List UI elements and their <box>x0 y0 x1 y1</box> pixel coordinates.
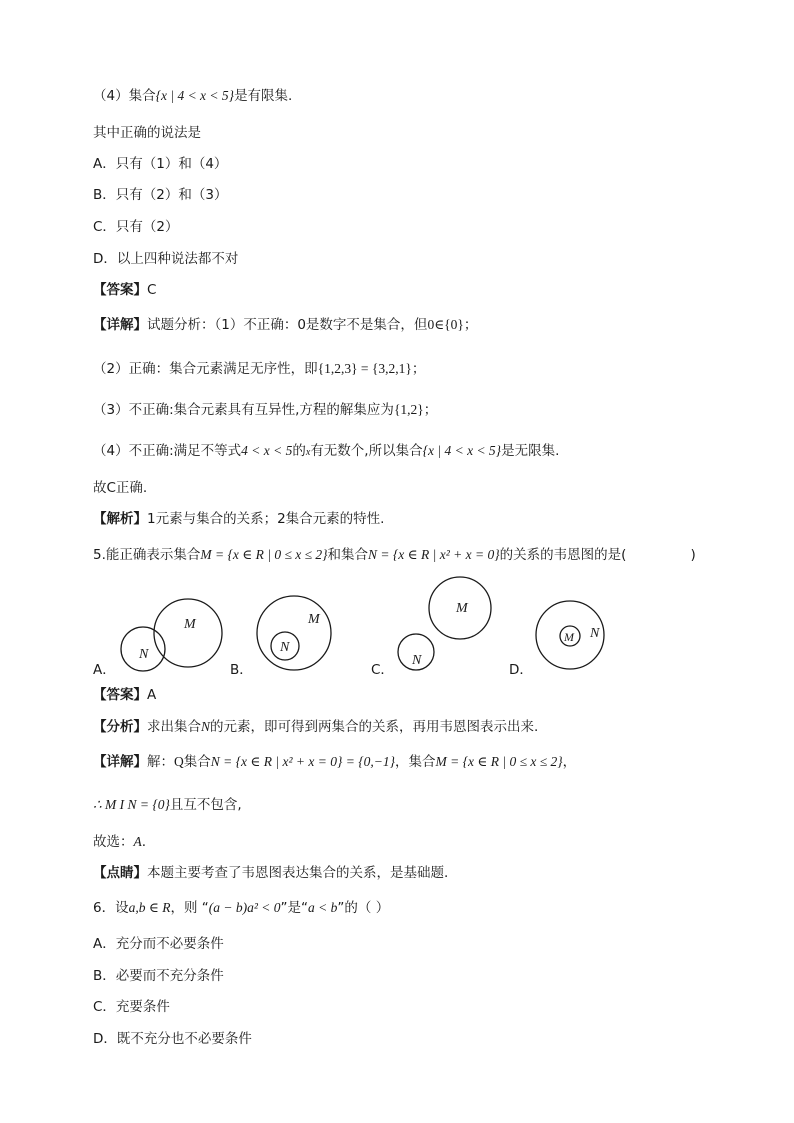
choose-text: 故选： <box>93 834 134 850</box>
venn-option-c-label: C． <box>371 662 394 678</box>
venn-diagram-c <box>394 576 494 672</box>
set-expression: {x | 4 < x < 5} <box>155 88 235 103</box>
detail-punct: ； <box>411 361 426 377</box>
answer-tag: 【答案】 <box>93 282 147 298</box>
choose-punct: . <box>141 834 147 850</box>
answer-value: C <box>147 282 157 298</box>
q5-detail-line-1 <box>93 753 576 771</box>
set-m-math: M = {x ∈ R | 0 ≤ x ≤ 2} <box>435 754 563 769</box>
venn-label-n: N <box>590 626 600 641</box>
q5-choose <box>93 833 146 851</box>
q4-option-a: A．只有（1）和（4） <box>93 156 228 172</box>
statement-text: （4）集合 <box>93 88 156 104</box>
detail-text: （4）不正确:满足不等式 <box>93 443 242 459</box>
q6-option-c: C．充要条件 <box>93 999 170 1015</box>
q6-option-b: B．必要而不充分条件 <box>93 968 224 984</box>
venn-diagram-d <box>535 600 615 672</box>
stem-text: ”的（ ） <box>337 900 390 916</box>
comment-tag: 【点睛】 <box>93 865 147 881</box>
analysis-text: 求出集合 <box>147 719 201 735</box>
venn-label-n: N <box>412 653 422 668</box>
q4-statement-4 <box>93 87 292 105</box>
detail-text: （2）正确：集合元素满足无序性，即 <box>93 361 318 377</box>
inequality-math: 4 < x < 5 <box>241 443 293 458</box>
q4-option-c: C．只有（2） <box>93 219 179 235</box>
set-expression: {x | 4 < x < 5} <box>422 443 502 458</box>
answer-tag: 【答案】 <box>93 687 147 703</box>
stem-text: 5.能正确表示集合 <box>93 547 201 563</box>
venn-label-m: M <box>184 617 196 632</box>
detail-text: 的 <box>292 443 306 459</box>
q6-stem <box>93 899 389 917</box>
stem-text: ，则 “ <box>170 900 209 916</box>
analysis-text: 1元素与集合的关系；2集合元素的特性. <box>147 511 385 527</box>
q5-stem <box>93 546 696 564</box>
condition-math: a < b <box>308 900 338 915</box>
domain-math: a,b ∈ R <box>128 900 171 915</box>
q6-option-a: A．充分而不必要条件 <box>93 936 224 952</box>
detail-tag: 【详解】 <box>93 754 147 770</box>
venn-label-n: N <box>280 640 290 655</box>
stem-text: 和集合 <box>327 547 369 563</box>
analysis-tag: 【解析】 <box>93 511 147 527</box>
detail-text: （3）不正确:集合元素具有互异性,方程的解集应为 <box>93 402 394 418</box>
stem-text: 6．设 <box>93 900 129 916</box>
q4-detail-line-4 <box>93 442 559 462</box>
q4-detail-line-1 <box>93 316 477 334</box>
q5-detail-line-2 <box>93 796 242 814</box>
venn-label-m: M <box>456 601 468 616</box>
q4-conclusion: 故C正确. <box>93 480 148 496</box>
set-n-math: N = {x ∈ R | x² + x = 0} = {0,−1} <box>210 754 395 769</box>
detail-math: 0∈{0} <box>427 317 464 332</box>
venn-label-m: M <box>308 612 320 627</box>
intersection-math: ∴ M I N = {0} <box>93 797 170 812</box>
q4-option-b: B．只有（2）和（3） <box>93 187 228 203</box>
detail-punct: ； <box>463 317 478 333</box>
venn-diagram-a <box>118 597 228 672</box>
condition-math: (a − b)a² < 0 <box>208 900 281 915</box>
set-n-math: N <box>201 719 211 734</box>
q4-detail-line-3 <box>93 401 437 419</box>
stem-text: ) <box>690 547 696 563</box>
stem-text: 的关系的韦恩图的是( <box>499 547 627 563</box>
venn-label-n: N <box>139 647 149 662</box>
set-n-math: N = {x ∈ R | x² + x = 0} <box>368 547 500 562</box>
variable-math: x <box>305 447 311 458</box>
q4-answer <box>93 281 156 299</box>
detail-math: {1,2,3} = {3,2,1} <box>317 361 412 376</box>
detail-text: ，集合 <box>395 754 436 770</box>
choose-letter: A <box>133 834 142 849</box>
q4-option-d: D．以上四种说法都不对 <box>93 251 239 267</box>
stem-text: ”是“ <box>280 900 309 916</box>
q4-analysis <box>93 510 384 528</box>
statement-text-end: 是有限集. <box>234 88 293 104</box>
detail-punct: ； <box>423 402 438 418</box>
detail-punct: ， <box>562 754 577 770</box>
venn-option-a-label: A． <box>93 662 116 678</box>
q4-prompt: 其中正确的说法是 <box>93 125 201 141</box>
detail-text: 解： <box>147 754 174 770</box>
venn-circle-m <box>257 596 331 670</box>
venn-option-b-label: B． <box>230 662 253 678</box>
q5-analysis <box>93 718 538 736</box>
answer-value: A <box>147 687 157 703</box>
q5-comment <box>93 864 448 882</box>
detail-text: 是无限集. <box>501 443 560 459</box>
set-m-math: M = {x ∈ R | 0 ≤ x ≤ 2} <box>200 547 328 562</box>
detail-text: 集合 <box>183 754 211 770</box>
analysis-text: 的元素，即可得到两集合的关系，再用韦恩图表示出来. <box>210 719 539 735</box>
comment-text: 本题主要考查了韦恩图表达集合的关系，是基础题. <box>147 865 449 881</box>
q4-detail-line-2 <box>93 360 425 378</box>
q5-answer <box>93 686 156 704</box>
q6-option-d: D．既不充分也不必要条件 <box>93 1031 252 1047</box>
because-symbol: Q <box>174 754 184 769</box>
analysis-tag: 【分析】 <box>93 719 147 735</box>
detail-text: 试题分析：（1）不正确：0是数字不是集合，但 <box>147 317 428 333</box>
venn-option-d-label: D． <box>509 662 533 678</box>
detail-text: 有无数个,所以集合 <box>310 443 423 459</box>
detail-math: {1,2} <box>393 402 424 417</box>
detail-tag: 【详解】 <box>93 317 147 333</box>
venn-label-m: M <box>564 630 574 644</box>
detail-text: 且互不包含, <box>169 797 242 813</box>
venn-diagram-b <box>256 594 336 674</box>
